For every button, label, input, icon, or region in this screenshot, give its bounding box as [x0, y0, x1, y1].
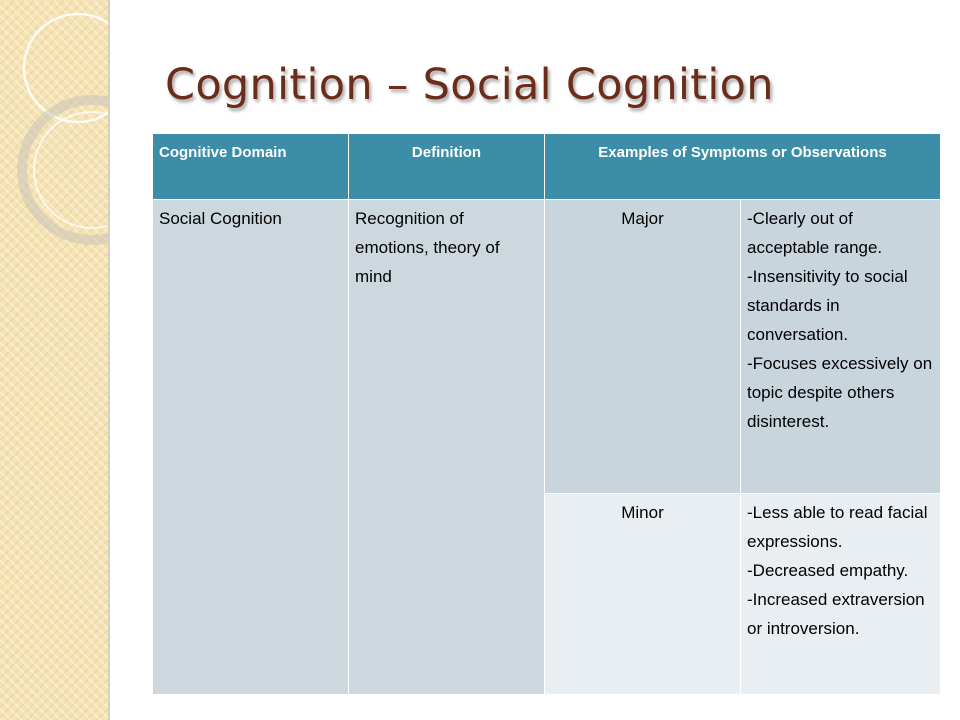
major-example-1: -Clearly out of acceptable range.: [747, 209, 883, 257]
table-header-row: [153, 134, 941, 200]
decorative-side-panel: [0, 0, 109, 720]
minor-example-2: -Decreased empathy.: [747, 561, 909, 580]
header-cognitive-domain: Cognitive Domain: [153, 134, 349, 200]
table-row-major: [153, 200, 941, 494]
cell-minor-examples: [741, 494, 941, 695]
cognition-table: [152, 133, 941, 695]
cell-major-examples: [741, 200, 941, 494]
side-panel-edge: [108, 0, 110, 720]
cell-cognitive-domain: Social Cognition: [153, 200, 349, 695]
header-examples: Examples of Symptoms or Observations: [545, 134, 941, 200]
cell-definition: Recognition of emotions, theory of mind: [349, 200, 545, 695]
minor-example-1: -Less able to read facial expressions.: [747, 503, 928, 551]
major-example-3: -Focuses excessively on topic despite others disinterest.: [747, 354, 933, 431]
decorative-circles: [0, 0, 108, 720]
major-example-2: -Insensitivity to social standards in conversation.: [747, 267, 908, 344]
minor-example-3: -Increased extraversion or introversion.: [747, 590, 925, 638]
header-definition: Definition: [349, 134, 545, 200]
cell-level-minor: Minor: [545, 494, 741, 695]
slide-title: Cognition – Social Cognition: [165, 60, 774, 110]
cell-level-major: Major: [545, 200, 741, 494]
